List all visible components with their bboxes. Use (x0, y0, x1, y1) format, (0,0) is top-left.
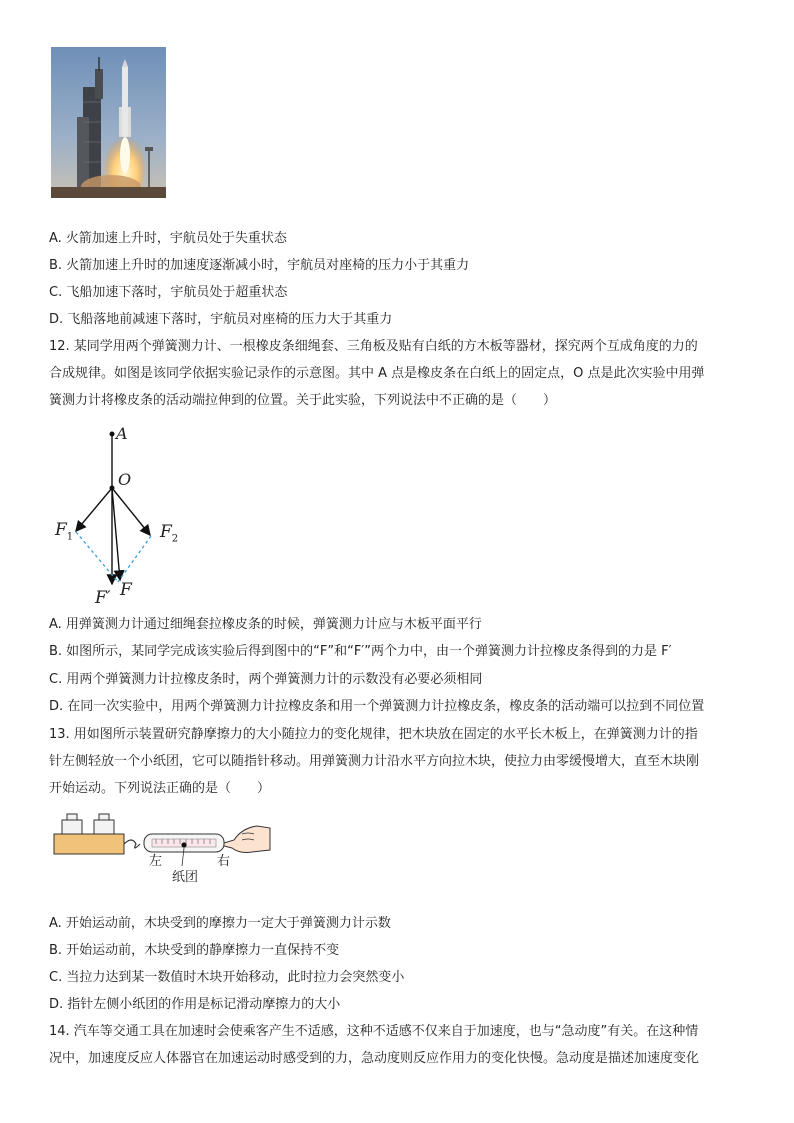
label-f: F (120, 580, 132, 600)
label-f-prime: F′ (95, 588, 111, 608)
f-arrow (112, 488, 120, 580)
q11-option-b: B. 火箭加速上升时的加速度逐渐减小时，宇航员对座椅的压力小于其重力 (49, 258, 470, 273)
hook-icon (124, 840, 140, 848)
weight-right-icon (94, 820, 114, 834)
label-f1: $F_1$ (55, 520, 74, 543)
q13-stem-line-2: 针左侧轻放一个小纸团，它可以随指针移动。用弹簧测力计沿水平方向拉木块，使拉力由零缓慢增大，直至木块刚 (49, 754, 700, 769)
q11-option-c: C. 飞船加速下落时，宇航员处于超重状态 (49, 285, 288, 300)
q12-option-d: D. 在同一次实验中，用两个弹簧测力计拉橡皮条和用一个弹簧测力计拉橡皮条，橡皮条的活动端可以拉到不同位置 (49, 699, 705, 714)
q12-stem-line-3: 簧测力计将橡皮条的活动端拉伸到的位置。关于此实验，下列说法中不正确的是（ ） (49, 393, 557, 408)
label-left: 左 (149, 854, 163, 869)
rocket-launch-photo (51, 47, 166, 198)
dashed-line-right (118, 536, 151, 582)
q12-option-a: A. 用弹簧测力计通过细绳套拉橡皮条的时候，弹簧测力计应与木板平面平行 (49, 617, 482, 632)
q13-option-c: C. 当拉力达到某一数值时木块开始移动，此时拉力会突然变小 (49, 970, 405, 985)
q11-option-d: D. 飞船落地前减速下落时，宇航员对座椅的压力大于其重力 (49, 312, 393, 327)
paper-ball-icon (181, 842, 186, 847)
force-parallelogram-diagram (50, 424, 190, 614)
label-right: 右 (217, 854, 231, 869)
f1-arrow (76, 488, 112, 531)
q14-stem-line-1: 14. 汽车等交通工具在加速时会使乘客产生不适感，这种不适感不仅来自于加速度，也与“急动度”有关。在这种情 (49, 1024, 699, 1039)
label-paper-ball: 纸团 (172, 870, 199, 885)
friction-apparatus-diagram (52, 810, 272, 890)
q13-stem-line-3: 开始运动。下列说法正确的是（ ） (49, 781, 271, 796)
q13-stem-line-1: 13. 用如图所示装置研究静摩擦力的大小随拉力的变化规律，把木块放在固定的水平长木板上，在弹簧测力计的指 (49, 727, 698, 742)
q13-option-b: B. 开始运动前，木块受到的静摩擦力一直保持不变 (49, 943, 340, 958)
q12-stem-line-2: 合成规律。如图是该同学依据实验记录作的示意图。其中 A 点是橡皮条在白纸上的固定点，O 点是此次实验中用弹 (49, 366, 705, 381)
q11-option-a: A. 火箭加速上升时，宇航员处于失重状态 (49, 231, 287, 246)
q13-option-a: A. 开始运动前，木块受到的摩擦力一定大于弹簧测力计示数 (49, 916, 391, 931)
weight-left-icon (62, 820, 82, 834)
label-f2: $F_2$ (160, 522, 179, 545)
q14-stem-line-2: 况中，加速度反应人体器官在加速运动时感受到的力，急动度则反应作用力的变化快慢。急动度是描述加速度变化 (49, 1051, 700, 1066)
q12-option-b: B. 如图所示，某同学完成该实验后得到图中的“F”和“F′”两个力中，由一个弹簧测力计拉橡皮条得到的力是 F′ (49, 644, 672, 659)
q13-option-d: D. 指针左侧小纸团的作用是标记滑动摩擦力的大小 (49, 997, 341, 1012)
q12-option-c: C. 用两个弹簧测力计拉橡皮条时，两个弹簧测力计的示数没有必要必须相同 (49, 672, 483, 687)
wooden-block (54, 834, 124, 854)
f2-arrow (112, 488, 150, 535)
q12-stem-line-1: 12. 某同学用两个弹簧测力计、一根橡皮条细绳套、三角板及贴有白纸的方木板等器材，探究两个互成角度的力的 (49, 339, 698, 354)
label-a: A (116, 424, 128, 443)
label-o: O (118, 470, 132, 489)
